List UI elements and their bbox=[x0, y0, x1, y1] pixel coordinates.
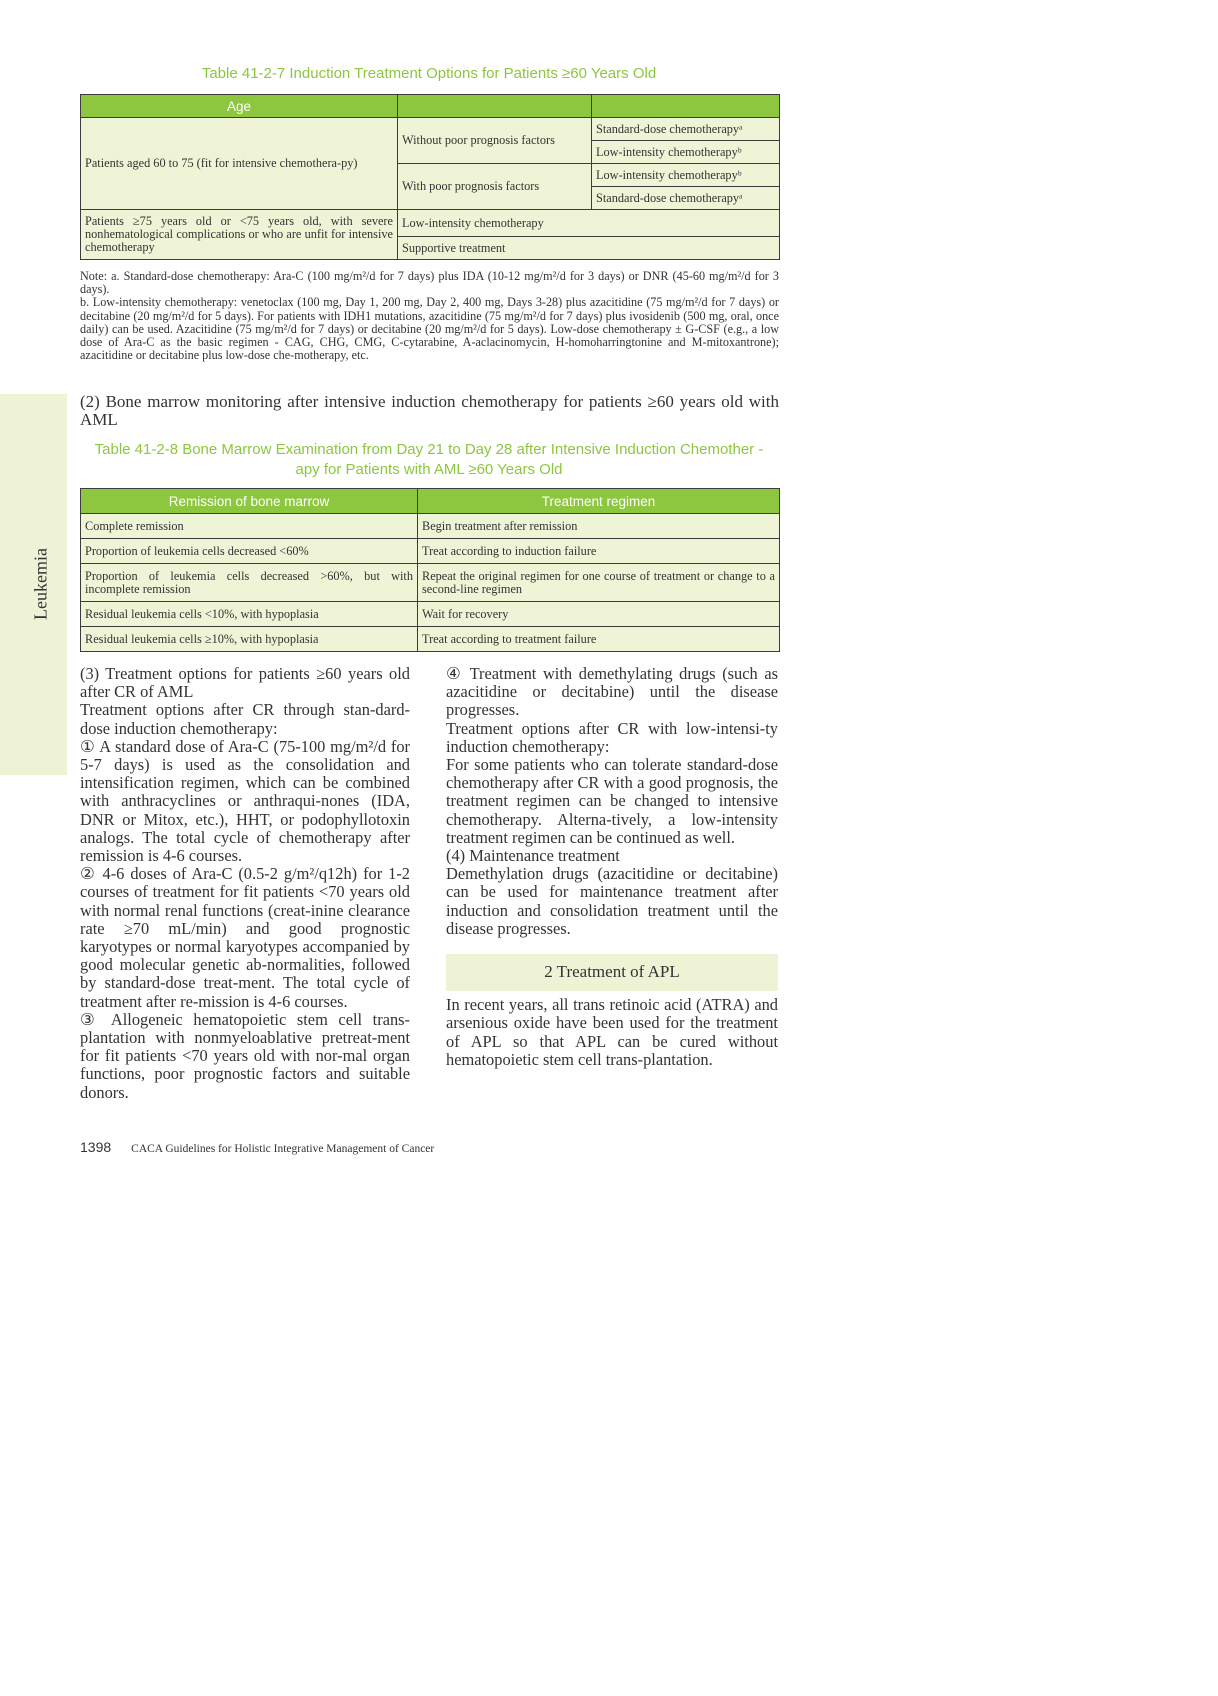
table2-cell-regimen: Begin treatment after remission bbox=[418, 514, 780, 539]
table2-cell-remission: Proportion of leukemia cells decreased <60% bbox=[81, 539, 418, 564]
table1-group1-label: Patients aged 60 to 75 (fit for intensive chemothera-py) bbox=[81, 118, 398, 210]
paragraph: (4) Maintenance treatment bbox=[446, 846, 620, 866]
table1-option: Low-intensity chemotherapyᵇ bbox=[592, 141, 780, 164]
table-row bbox=[81, 539, 780, 564]
table1-header-blank-2 bbox=[592, 95, 780, 118]
table2-cell-remission: Complete remission bbox=[81, 514, 418, 539]
footer-title: CACA Guidelines for Holistic Integrative Management of Cancer bbox=[131, 1143, 435, 1155]
page-footer bbox=[80, 1139, 434, 1155]
table1-with-poor-prognosis: With poor prognosis factors bbox=[398, 164, 592, 210]
table2-cell-regimen: Repeat the original regimen for one course of treatment or change to a second-line regimen bbox=[418, 564, 780, 602]
section-heading-apl: 2 Treatment of APL bbox=[446, 954, 778, 991]
note-a: Note: a. Standard-dose chemotherapy: Ara-C (100 mg/m²/d for 7 days) plus IDA (10-12 mg/m²/d for 3 days) or DNR (45-60 mg/m²/d for 3 days). bbox=[80, 269, 779, 297]
bone-marrow-examination-table bbox=[80, 488, 780, 652]
table1-group2-option: Supportive treatment bbox=[398, 237, 780, 260]
table2-cell-remission: Proportion of leukemia cells decreased >60%, but with incomplete remission bbox=[81, 564, 418, 602]
table1-header-blank-1 bbox=[398, 95, 592, 118]
paragraph: Demethylation drugs (azacitidine or decitabine) can be used for maintenance treatment after induction and consolidation treatment until the disease progresses. bbox=[446, 864, 778, 938]
paragraph: Treatment options after CR through stan-dard-dose induction chemotherapy: bbox=[80, 700, 410, 738]
table-row bbox=[81, 514, 780, 539]
table1-header-age: Age bbox=[81, 95, 398, 118]
table1-group2-label: Patients ≥75 years old or <75 years old, with severe nonhematological complications or who are unfit for intensive chemotherapy bbox=[81, 210, 398, 260]
paragraph: ② 4-6 doses of Ara-C (0.5-2 g/m²/q12h) for 1-2 courses of treatment for fit patients <70 years old with normal renal functions (creat-inine clearance rate ≥70 mL/min) and good prognostic karyotypes or normal karyotypes accompanied by good molecular genetic ab-normalities, followed by standard-dose treat-ment. The total cycle of treatment after re-mission is 4-6 courses. bbox=[80, 864, 410, 1011]
table1-option: Low-intensity chemotherapyᵇ bbox=[592, 164, 780, 187]
table-row bbox=[81, 627, 780, 652]
table2-caption-line1: Table 41-2-8 Bone Marrow Examination from Day 21 to Day 28 after Intensive Induction Chemother - bbox=[94, 441, 764, 458]
paragraph: For some patients who can tolerate standard-dose chemotherapy after CR with a good prognosis, the treatment regimen can be changed to intensive chemotherapy. Alterna-tively, a low-intensity treatment regimen can be continued as well. bbox=[446, 755, 778, 847]
table1-option: Standard-dose chemotherapyᵃ bbox=[592, 187, 780, 210]
table2-cell-remission: Residual leukemia cells ≥10%, with hypoplasia bbox=[81, 627, 418, 652]
table1-option: Standard-dose chemotherapyᵃ bbox=[592, 118, 780, 141]
table1-caption: Table 41-2-7 Induction Treatment Options for Patients ≥60 Years Old bbox=[201, 65, 657, 82]
section-heading-bone-marrow-monitoring: (2) Bone marrow monitoring after intensive induction chemotherapy for patients ≥60 years old with AML bbox=[80, 392, 779, 429]
left-column bbox=[80, 665, 410, 1102]
table2-cell-regimen: Wait for recovery bbox=[418, 602, 780, 627]
induction-options-table bbox=[80, 94, 780, 260]
paragraph: (3) Treatment options for patients ≥60 years old after CR of AML bbox=[80, 664, 410, 702]
table2-header-regimen: Treatment regimen bbox=[418, 489, 780, 514]
paragraph: In recent years, all trans retinoic acid (ATRA) and arsenious oxide have been used for the treatment of APL so that APL can be cured without hematopoietic stem cell trans-plantation. bbox=[446, 995, 778, 1069]
paragraph: ④ Treatment with demethylating drugs (such as azacitidine or decitabine) until the disease progresses. bbox=[446, 664, 778, 720]
paragraph: ① A standard dose of Ara-C (75-100 mg/m²/d for 5-7 days) is used as the consolidation and intensification regimen, which can be combined with anthracyclines or anthraqui-nones (IDA, DNR or Mitox, etc.), HHT, or podophyllotoxin analogs. The total cycle of chemotherapy after remission is 4-6 courses. bbox=[80, 736, 410, 866]
note-b: b. Low-intensity chemotherapy: venetoclax (100 mg, Day 1, 200 mg, Day 2, 400 mg, Days 3-28) plus azacitidine (75 mg/m²/d for 7 days) or decitabine (20 mg/m²/d for 5 days). For patients with IDH1 mutations, azacitidine (75 mg/m²/d for 7 days) plus ivosidenib (500 mg, oral, once daily) can be used. Azacitidine (75 mg/m²/d for 7 days) or decitabine (20 mg/m²/d for 5 days). Low-dose chemotherapy ± G-CSF (e.g., a low dose of Ara-C as the basic regimen - CAG, CHG, CMG, C-cytarabine, A-aclacinomycin, H-homoharringtonine and M-mitoxantrone); azacitidine or decitabine plus low-dose che-motherapy, etc. bbox=[80, 295, 779, 363]
table1-group2-option: Low-intensity chemotherapy bbox=[398, 210, 780, 237]
table2-cell-regimen: Treat according to treatment failure bbox=[418, 627, 780, 652]
paragraph: ③ Allogeneic hematopoietic stem cell trans-plantation with nonmyeloablative pretreat-ment for fit patients <70 years old with nor-mal organ functions, poor prognostic factors and suitable donors. bbox=[80, 1009, 410, 1102]
right-column bbox=[446, 665, 778, 1069]
paragraph: Treatment options after CR with low-intensi-ty induction chemotherapy: bbox=[446, 718, 778, 756]
table-row bbox=[81, 564, 780, 602]
chapter-side-label: Leukemia bbox=[30, 548, 51, 620]
table2-header-remission: Remission of bone marrow bbox=[81, 489, 418, 514]
page-number: 1398 bbox=[80, 1139, 112, 1155]
table1-note bbox=[80, 270, 779, 362]
table2-cell-regimen: Treat according to induction failure bbox=[418, 539, 780, 564]
table-row bbox=[81, 602, 780, 627]
table2-caption-line2: apy for Patients with AML ≥60 Years Old bbox=[295, 461, 563, 478]
table2-caption bbox=[80, 440, 778, 480]
table1-without-poor-prognosis: Without poor prognosis factors bbox=[398, 118, 592, 164]
table2-cell-remission: Residual leukemia cells <10%, with hypoplasia bbox=[81, 602, 418, 627]
